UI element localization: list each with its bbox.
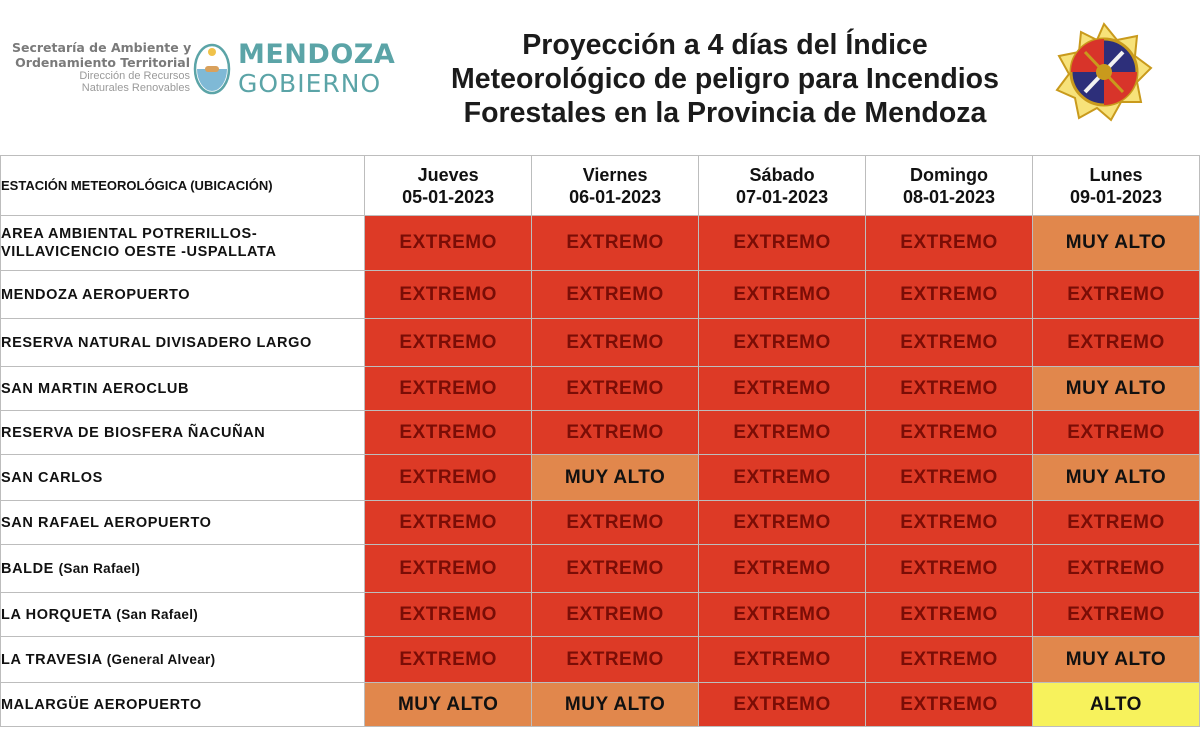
danger-level-cell: EXTREMO — [532, 501, 699, 545]
station-name: RESERVA NATURAL DIVISADERO LARGO — [1, 334, 312, 351]
danger-level-cell: EXTREMO — [1032, 593, 1199, 637]
danger-level-cell: MUY ALTO — [532, 455, 699, 501]
danger-level-cell: EXTREMO — [365, 319, 532, 367]
danger-level-cell: EXTREMO — [365, 455, 532, 501]
danger-level-cell: EXTREMO — [532, 637, 699, 683]
danger-level-cell: EXTREMO — [699, 319, 866, 367]
station-name: LA TRAVESIA — [1, 651, 103, 668]
day-name: Domingo — [910, 164, 988, 185]
station-name: AREA AMBIENTAL POTRERILLOS-VILLAVICENCIO OESTE -USPALLATA — [1, 226, 277, 260]
fire-index-table — [0, 155, 1200, 727]
danger-level-cell: EXTREMO — [532, 319, 699, 367]
danger-level-cell: EXTREMO — [699, 545, 866, 593]
danger-level-cell: MUY ALTO — [1032, 367, 1199, 411]
station-cell — [1, 501, 365, 545]
secretaria-line4: Naturales Renovables — [81, 82, 190, 94]
station-location-note: (General Alvear) — [106, 651, 216, 667]
danger-level-cell: EXTREMO — [365, 593, 532, 637]
day-header-2 — [532, 156, 699, 216]
day-date: 07-01-2023 — [736, 186, 829, 207]
secretaria-line3: Dirección de Recursos — [79, 70, 190, 82]
danger-level-cell: EXTREMO — [365, 216, 532, 271]
day-name: Lunes — [1089, 164, 1143, 185]
secretaria-line2: Ordenamiento Territorial — [15, 55, 190, 70]
station-name: RESERVA DE BIOSFERA ÑACUÑAN — [1, 424, 266, 441]
danger-level-cell: EXTREMO — [365, 367, 532, 411]
page-title — [400, 28, 1050, 130]
station-cell — [1, 683, 365, 727]
gov-sub: GOBIERNO — [238, 69, 382, 98]
station-name: SAN RAFAEL AEROPUERTO — [1, 514, 212, 531]
danger-level-cell: MUY ALTO — [1032, 637, 1199, 683]
station-cell — [1, 637, 365, 683]
station-name: SAN MARTIN AEROCLUB — [1, 380, 190, 397]
secretaria-line1: Secretaría de Ambiente y — [12, 40, 192, 55]
day-name: Viernes — [582, 164, 648, 185]
danger-level-cell: EXTREMO — [1032, 271, 1199, 319]
danger-level-cell: EXTREMO — [532, 593, 699, 637]
station-column-header: ESTACIÓN METEOROLÓGICA (UBICACIÓN) — [1, 156, 365, 216]
danger-level-cell: EXTREMO — [699, 501, 866, 545]
station-cell — [1, 367, 365, 411]
danger-level-cell: EXTREMO — [699, 271, 866, 319]
table-row — [1, 411, 1200, 455]
danger-level-cell: EXTREMO — [532, 216, 699, 271]
danger-level-cell: EXTREMO — [699, 455, 866, 501]
day-date: 05-01-2023 — [402, 186, 495, 207]
day-date: 09-01-2023 — [1069, 186, 1163, 207]
fire-brigade-emblem-icon — [1055, 22, 1153, 124]
day-header-3 — [699, 156, 866, 216]
table-header-row — [1, 156, 1200, 216]
danger-level-cell: ALTO — [1032, 683, 1199, 727]
title-line2: Meteorológico de peligro para Incendios — [451, 63, 999, 95]
danger-level-cell: EXTREMO — [866, 411, 1033, 455]
danger-level-cell: EXTREMO — [699, 683, 866, 727]
station-name: SAN CARLOS — [1, 469, 103, 486]
danger-level-cell: EXTREMO — [866, 455, 1033, 501]
gov-name: MENDOZA — [238, 39, 396, 70]
danger-level-cell: EXTREMO — [866, 367, 1033, 411]
title-line1: Proyección a 4 días del Índice — [522, 29, 928, 61]
danger-level-cell: MUY ALTO — [532, 683, 699, 727]
station-name: MALARGÜE AEROPUERTO — [1, 696, 202, 713]
day-name: Sábado — [749, 164, 815, 185]
danger-level-cell: EXTREMO — [866, 271, 1033, 319]
danger-level-cell: EXTREMO — [866, 683, 1033, 727]
table-row — [1, 455, 1200, 501]
danger-level-cell: EXTREMO — [866, 593, 1033, 637]
station-name: MENDOZA AEROPUERTO — [1, 286, 191, 303]
station-location-note: (San Rafael) — [116, 606, 199, 622]
danger-level-cell: MUY ALTO — [1032, 455, 1199, 501]
danger-level-cell: MUY ALTO — [1032, 216, 1199, 271]
danger-level-cell: EXTREMO — [532, 411, 699, 455]
danger-level-cell: EXTREMO — [699, 367, 866, 411]
station-cell — [1, 545, 365, 593]
station-cell — [1, 411, 365, 455]
danger-level-cell: EXTREMO — [699, 216, 866, 271]
danger-level-cell: EXTREMO — [532, 271, 699, 319]
danger-level-cell: EXTREMO — [866, 545, 1033, 593]
station-cell — [1, 455, 365, 501]
danger-level-cell: EXTREMO — [866, 216, 1033, 271]
danger-level-cell: EXTREMO — [1032, 545, 1199, 593]
day-header-1 — [365, 156, 532, 216]
table-row — [1, 319, 1200, 367]
danger-level-cell: EXTREMO — [866, 319, 1033, 367]
danger-level-cell: EXTREMO — [365, 637, 532, 683]
danger-level-cell: EXTREMO — [699, 411, 866, 455]
station-name: BALDE — [1, 560, 54, 577]
danger-level-cell: EXTREMO — [866, 501, 1033, 545]
table-row — [1, 271, 1200, 319]
day-date: 06-01-2023 — [569, 186, 662, 207]
table-row — [1, 593, 1200, 637]
day-date: 08-01-2023 — [902, 186, 996, 207]
danger-level-cell: EXTREMO — [866, 637, 1033, 683]
table-row — [1, 501, 1200, 545]
table-row — [1, 216, 1200, 271]
station-name: LA HORQUETA — [1, 606, 112, 623]
station-cell — [1, 216, 365, 271]
danger-level-cell: EXTREMO — [532, 545, 699, 593]
danger-level-cell: EXTREMO — [365, 501, 532, 545]
day-header-5 — [1032, 156, 1199, 216]
table-row — [1, 637, 1200, 683]
station-cell — [1, 319, 365, 367]
station-location-note: (San Rafael) — [58, 560, 141, 576]
danger-level-cell: EXTREMO — [1032, 411, 1199, 455]
header — [0, 0, 1200, 150]
danger-level-cell: MUY ALTO — [365, 683, 532, 727]
title-line3: Forestales en la Provincia de Mendoza — [463, 97, 987, 129]
secretaria-logo-text — [12, 40, 190, 94]
danger-level-cell: EXTREMO — [532, 367, 699, 411]
day-name: Jueves — [417, 164, 479, 185]
table-row — [1, 545, 1200, 593]
danger-level-cell: EXTREMO — [1032, 319, 1199, 367]
station-cell — [1, 593, 365, 637]
table-row — [1, 683, 1200, 727]
danger-level-cell: EXTREMO — [699, 593, 866, 637]
danger-level-cell: EXTREMO — [365, 411, 532, 455]
day-header-4 — [866, 156, 1033, 216]
danger-level-cell: EXTREMO — [365, 271, 532, 319]
danger-level-cell: EXTREMO — [365, 545, 532, 593]
table-row — [1, 367, 1200, 411]
station-cell — [1, 271, 365, 319]
danger-level-cell: EXTREMO — [1032, 501, 1199, 545]
danger-level-cell: EXTREMO — [699, 637, 866, 683]
mendoza-shield-icon — [193, 42, 231, 96]
